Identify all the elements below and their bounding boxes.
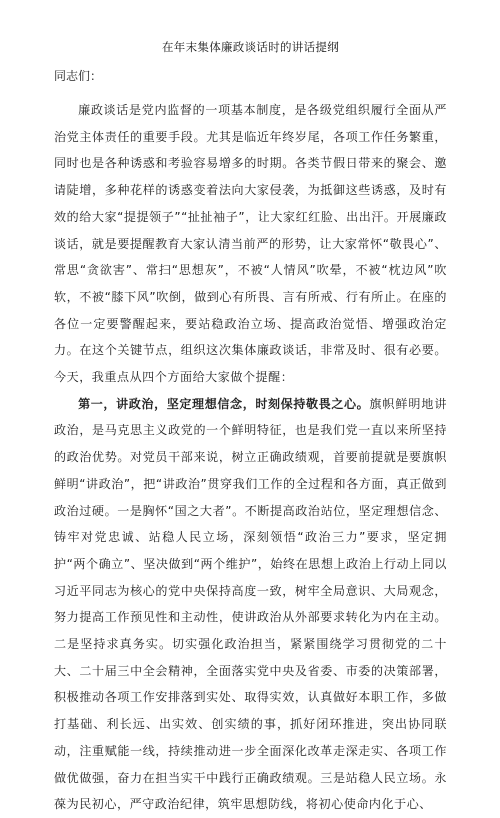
paragraph-intro-text: 廉政谈话是党内监督的一项基本制度，是各级党组织履行全面从严治党主体责任的重要手段。尤其是临近年终岁尾，各项工作任务繁重，同时也是各种诱惑和考验容易增多的时期。各类节假日带来的聚会、邀请陡增，多种花样的诱惑变着法向大家侵袭，为抵御这些诱惑，及时有效的给大家“提提领子”“扯扯袖子”，让大家红红脸、出出汗。开展廉政谈话，就是要提醒教育大家认清当前严的形势，让大家常怀“敬畏心”、常思“贪欲害”、常扫“思想灰”，不被“人情风”吹晕，不被“枕边风”吹软，不被“膝下风”吹倒，做到心有所畏、言有所戒、行有所止。在座的各位一定要警醒起来，要站稳政治立场、提高政治觉悟、增强政治定力。在这个关键节点，组织这次集体廉政谈话，非常及时、很有必要。今天，我重点从四个方面给大家做个提醒：: [54, 103, 447, 385]
salutation: 同志们：: [54, 69, 103, 83]
paragraph-intro: [54, 97, 447, 391]
paragraph-point-one-heading: 第一，讲政治，坚定理想信念，时刻保持敬畏之心。: [78, 396, 370, 411]
paragraph-point-one: [54, 391, 447, 818]
paragraph-point-one-text: 旗帜鲜明地讲政治，是马克思主义政党的一个鲜明特征，也是我们党一直以来所坚持的政治优势。对党员干部来说，树立正确政绩观，首要前提就是要旗帜鲜明“讲政治”，把“讲政治”贯穿我们工作的全过程和各方面，真正做到政治过硬。一是胸怀“国之大者”。不断提高政治站位，坚定理想信念、铸牢对党忠诚、站稳人民立场，深刻领悟“政治三力”要求，坚定拥护“两个确立”、坚决做到“两个维护”，始终在思想上政治上行动上同以习近平同志为核心的党中央保持高度一致，树牢全局意识、大局观念，努力提高工作预见性和主动性，使讲政治从外部要求转化为内在主动。二是坚持求真务实。切实强化政治担当，紧紧围绕学习贯彻党的二十大、二十届三中全会精神，全面落实党中央及省委、市委的决策部署，积极推动各项工作安排落到实处、取得实效，认真做好本职工作，多做打基础、利长远、出实效、创实绩的事，抓好闭环推进，突出协同联动，注重赋能一线，持续推动进一步全面深化改革走深走实、各项工作做优做强，奋力在担当实干中践行正确政绩观。三是站稳人民立场。永葆为民初心，严守政治纪律，筑牢思想防线，将初心使命内化于心、: [54, 396, 447, 812]
document-title: 在年末集体廉政谈话时的讲话提纲: [162, 40, 339, 54]
